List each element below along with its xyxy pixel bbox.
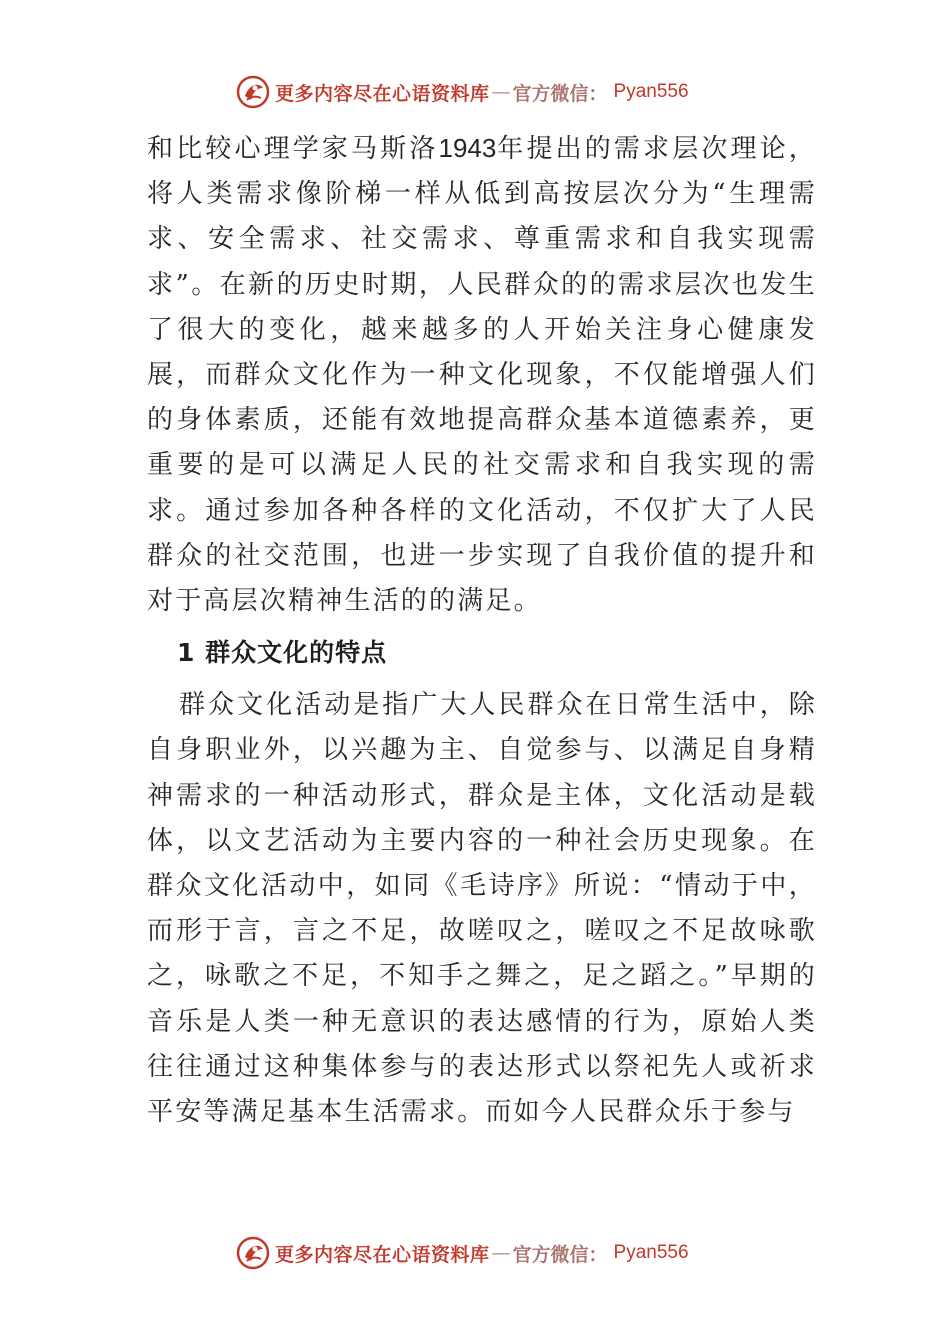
header-title: 更多内容尽在心语资料库: [275, 82, 490, 105]
paragraph-1-rest: 年提出的需求层次理论，将人类需求像阶梯一样从低到高按层次分为“生理需求、安全需求、社交需求、尊重需求和自我实现需求”。在新的历史时期，人民群众的的需求层次也发生了很大的变化，越来越多的人开始关注身心健康发展，而群众文化作为一种文化现象，不仅能增强人们的身体素质，还能有效地提高群众基本道德素养，更重要的是可以满足人民的社交需求和自我实现的需求。通过参加各种各样的文化活动，不仅扩大了人民群众的社交范围，也进一步实现了自我价值的提升和对于高层次精神生活的的满足。: [147, 134, 817, 617]
header-wechat-id: Pyan556: [613, 81, 689, 102]
paragraph-2: 群众文化活动是指广大人民群众在日常生活中，除自身职业外，以兴趣为主、自觉参与、以满足自身精神需求的一种活动形式，群众是主体，文化活动是载体，以文艺活动为主要内容的一种社会历史现象。在群众文化活动中，如同《毛诗序》所说：“情动于中，而形于言，言之不足，故嗟叹之，嗟叹之不足故咏歌之，咏歌之不足，不知手之舞之，足之蹈之。”早期的音乐是人类一种无意识的表达感情的行为，原始人类往往通过这种集体参与的表达形式以祭祀先人或祈求平安等满足基本生活需求。而如今人民群众乐于参与: [147, 690, 817, 1128]
paragraph-1: [147, 126, 817, 624]
paragraph-1-year: 1943: [438, 133, 497, 163]
section-heading: 1 群众文化的特点: [177, 638, 388, 668]
paragraph-1-start: 和比较心理学家马斯洛: [147, 134, 439, 164]
footer-wechat-label: 官方微信：: [512, 1243, 608, 1266]
header-wechat-label: 官方微信：: [512, 82, 608, 105]
flower-logo-icon: [235, 1235, 271, 1271]
footer-title: 更多内容尽在心语资料库: [275, 1243, 490, 1266]
document-body: [147, 126, 817, 1135]
footer-dash: —: [491, 1242, 511, 1264]
footer-banner: [0, 1231, 950, 1275]
footer-wechat-id: Pyan556: [613, 1242, 689, 1263]
header-dash: —: [491, 81, 511, 103]
header-banner: [0, 70, 950, 114]
flower-logo-icon: [235, 74, 271, 110]
